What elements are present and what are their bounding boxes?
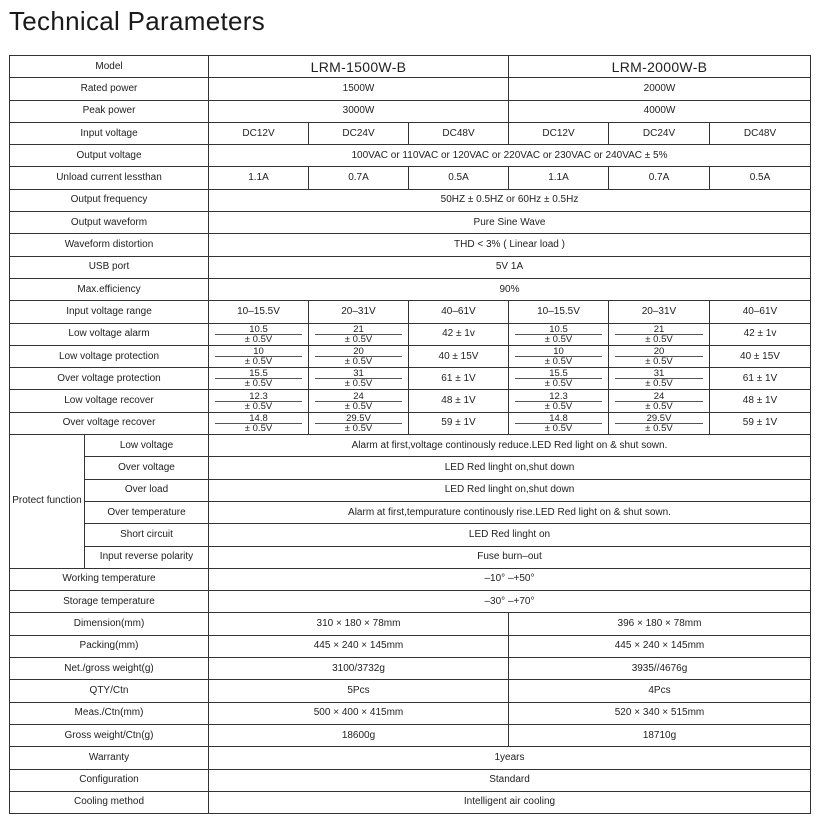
unload-current-value: 0.5A xyxy=(409,167,509,189)
waveform-distortion-value: THD < 3% ( Linear load ) xyxy=(209,234,811,256)
protect-item-label: Over load xyxy=(85,479,209,501)
warranty-row xyxy=(10,747,811,769)
protect-row xyxy=(10,546,811,568)
value-tolerance: ± 0.5V xyxy=(215,401,302,411)
storage-temperature-row xyxy=(10,591,811,613)
input-voltage-range-value: 10–15.5V xyxy=(509,301,609,323)
net-gross-weight-label: Net./gross weight(g) xyxy=(10,658,209,680)
low-voltage-protection-value xyxy=(509,345,609,367)
value-tolerance: ± 0.5V xyxy=(215,378,302,388)
low-voltage-recover-row xyxy=(10,390,811,412)
protect-item-label: Short circuit xyxy=(85,524,209,546)
page-title: Technical Parameters xyxy=(9,6,265,36)
low-voltage-recover-label: Low voltage recover xyxy=(10,390,209,412)
qty-ctn-value-1: 5Pcs xyxy=(209,680,509,702)
model-row xyxy=(10,56,811,78)
over-voltage-recover-value xyxy=(509,412,609,434)
value-tolerance: ± 0.5V xyxy=(615,356,703,366)
rated-power-row xyxy=(10,78,811,100)
input-voltage-value: DC48V xyxy=(409,122,509,144)
input-voltage-row xyxy=(10,122,811,144)
value-tolerance: ± 0.5V xyxy=(615,378,703,388)
peak-power-label: Peak power xyxy=(10,100,209,122)
value-main: 12.3 xyxy=(249,390,268,402)
gross-weight-ctn-label: Gross weight/Ctn(g) xyxy=(10,724,209,746)
low-voltage-protection-value xyxy=(609,345,710,367)
meas-ctn-value-1: 500 × 400 × 415mm xyxy=(209,702,509,724)
value-main: 31 xyxy=(353,368,364,380)
value-main: 20 xyxy=(653,346,665,357)
input-voltage-range-value: 20–31V xyxy=(309,301,409,323)
protect-item-label: Over temperature xyxy=(85,501,209,523)
low-voltage-recover-value: 48 ± 1V xyxy=(710,390,811,412)
storage-temperature-value: –30° –+70° xyxy=(209,591,811,613)
output-frequency-label: Output frequency xyxy=(10,189,209,211)
value-main: 15.5 xyxy=(549,368,568,380)
low-voltage-protection-value xyxy=(209,345,309,367)
qty-ctn-row xyxy=(10,680,811,702)
over-voltage-protection-value xyxy=(609,368,710,390)
model-2: LRM-2000W-B xyxy=(509,56,811,78)
over-voltage-protection-label: Over voltage protection xyxy=(10,368,209,390)
cooling-method-row xyxy=(10,791,811,813)
input-voltage-range-value: 10–15.5V xyxy=(209,301,309,323)
dimension-row xyxy=(10,613,811,635)
protect-item-value: LED Red linght on,shut down xyxy=(209,457,811,479)
protect-row xyxy=(10,524,811,546)
max-efficiency-value: 90% xyxy=(209,278,811,300)
packing-value-1: 445 × 240 × 145mm xyxy=(209,635,509,657)
protect-row xyxy=(10,435,811,457)
protect-row xyxy=(10,457,811,479)
unload-current-label: Unload current lessthan xyxy=(10,167,209,189)
warranty-label: Warranty xyxy=(10,747,209,769)
protect-item-value: LED Red linght on,shut down xyxy=(209,479,811,501)
protect-function-label: Protect function xyxy=(10,435,85,569)
protect-item-value: Alarm at first,tempurature continously rise.LED Red light on & shut sown. xyxy=(209,501,811,523)
max-efficiency-row xyxy=(10,278,811,300)
unload-current-value: 0.7A xyxy=(309,167,409,189)
low-voltage-alarm-label: Low voltage alarm xyxy=(10,323,209,345)
peak-power-value-1: 3000W xyxy=(209,100,509,122)
over-voltage-protection-value xyxy=(309,368,409,390)
over-voltage-recover-row xyxy=(10,412,811,434)
dimension-value-1: 310 × 180 × 78mm xyxy=(209,613,509,635)
value-main: 29.5V xyxy=(646,412,672,424)
low-voltage-recover-value xyxy=(509,390,609,412)
low-voltage-alarm-value xyxy=(509,323,609,345)
low-voltage-alarm-value xyxy=(209,323,309,345)
protect-item-label: Over voltage xyxy=(85,457,209,479)
value-tolerance: ± 0.5V xyxy=(615,423,703,433)
value-tolerance: ± 0.5V xyxy=(615,401,703,411)
input-voltage-range-label: Input voltage range xyxy=(10,301,209,323)
low-voltage-alarm-value: 42 ± 1v xyxy=(409,323,509,345)
output-voltage-row xyxy=(10,145,811,167)
unload-current-value: 0.7A xyxy=(609,167,710,189)
net-gross-weight-row xyxy=(10,658,811,680)
over-voltage-protection-row xyxy=(10,368,811,390)
configuration-value: Standard xyxy=(209,769,811,791)
low-voltage-protection-value: 40 ± 15V xyxy=(409,345,509,367)
input-voltage-value: DC24V xyxy=(609,122,710,144)
low-voltage-protection-value: 40 ± 15V xyxy=(710,345,811,367)
model-label: Model xyxy=(10,56,209,78)
gross-weight-ctn-value-2: 18710g xyxy=(509,724,811,746)
output-voltage-value: 100VAC or 110VAC or 120VAC or 220VAC or 230VAC or 240VAC ± 5% xyxy=(209,145,811,167)
input-voltage-value: DC12V xyxy=(209,122,309,144)
qty-ctn-value-2: 4Pcs xyxy=(509,680,811,702)
value-tolerance: ± 0.5V xyxy=(315,334,402,344)
protect-item-value: LED Red linght on xyxy=(209,524,811,546)
output-frequency-row xyxy=(10,189,811,211)
value-tolerance: ± 0.5V xyxy=(515,378,602,388)
waveform-distortion-row xyxy=(10,234,811,256)
input-voltage-value: DC24V xyxy=(309,122,409,144)
input-voltage-range-row xyxy=(10,301,811,323)
input-voltage-range-value: 40–61V xyxy=(409,301,509,323)
warranty-value: 1years xyxy=(209,747,811,769)
rated-power-value-2: 2000W xyxy=(509,78,811,100)
configuration-label: Configuration xyxy=(10,769,209,791)
value-tolerance: ± 0.5V xyxy=(315,378,402,388)
output-waveform-value: Pure Sine Wave xyxy=(209,212,811,234)
value-main: 10.5 xyxy=(549,323,568,335)
configuration-row xyxy=(10,769,811,791)
value-main: 12.3 xyxy=(549,390,568,402)
usb-port-row xyxy=(10,256,811,278)
value-tolerance: ± 0.5V xyxy=(215,356,302,366)
working-temperature-row xyxy=(10,568,811,590)
over-voltage-recover-value: 59 ± 1V xyxy=(409,412,509,434)
low-voltage-alarm-row xyxy=(10,323,811,345)
meas-ctn-row xyxy=(10,702,811,724)
low-voltage-recover-value: 48 ± 1V xyxy=(409,390,509,412)
value-main: 14.8 xyxy=(549,412,568,424)
low-voltage-alarm-value xyxy=(609,323,710,345)
input-voltage-range-value: 40–61V xyxy=(710,301,811,323)
protect-item-label: Low voltage xyxy=(85,435,209,457)
over-voltage-protection-value xyxy=(209,368,309,390)
input-voltage-value: DC48V xyxy=(710,122,811,144)
max-efficiency-label: Max.efficiency xyxy=(10,278,209,300)
packing-row xyxy=(10,635,811,657)
value-main: 10.5 xyxy=(249,323,268,335)
output-frequency-value: 50HZ ± 0.5HZ or 60Hz ± 0.5Hz xyxy=(209,189,811,211)
over-voltage-protection-value: 61 ± 1V xyxy=(710,368,811,390)
input-voltage-range-value: 20–31V xyxy=(609,301,710,323)
spec-table xyxy=(9,55,811,814)
rated-power-label: Rated power xyxy=(10,78,209,100)
input-voltage-label: Input voltage xyxy=(10,122,209,144)
packing-value-2: 445 × 240 × 145mm xyxy=(509,635,811,657)
peak-power-row xyxy=(10,100,811,122)
over-voltage-recover-value xyxy=(309,412,409,434)
usb-port-label: USB port xyxy=(10,256,209,278)
cooling-method-value: Intelligent air cooling xyxy=(209,791,811,813)
packing-label: Packing(mm) xyxy=(10,635,209,657)
net-gross-weight-value-1: 3100/3732g xyxy=(209,658,509,680)
dimension-label: Dimension(mm) xyxy=(10,613,209,635)
cooling-method-label: Cooling method xyxy=(10,791,209,813)
unload-current-value: 1.1A xyxy=(209,167,309,189)
over-voltage-recover-value xyxy=(209,412,309,434)
over-voltage-recover-value: 59 ± 1V xyxy=(710,412,811,434)
value-main: 14.8 xyxy=(249,412,268,424)
value-main: 29.5V xyxy=(346,412,371,424)
value-tolerance: ± 0.5V xyxy=(515,423,602,433)
value-tolerance: ± 0.5V xyxy=(615,334,703,344)
value-main: 24 xyxy=(353,390,364,402)
value-main: 21 xyxy=(353,323,364,335)
working-temperature-value: –10° –+50° xyxy=(209,568,811,590)
protect-item-value: Fuse burn–out xyxy=(209,546,811,568)
low-voltage-recover-value xyxy=(209,390,309,412)
net-gross-weight-value-2: 3935//4676g xyxy=(509,658,811,680)
over-voltage-protection-value: 61 ± 1V xyxy=(409,368,509,390)
value-main: 24 xyxy=(653,390,665,402)
value-main: 21 xyxy=(653,323,665,335)
over-voltage-recover-value xyxy=(609,412,710,434)
value-tolerance: ± 0.5V xyxy=(315,423,402,433)
unload-current-value: 0.5A xyxy=(710,167,811,189)
value-tolerance: ± 0.5V xyxy=(315,356,402,366)
waveform-distortion-label: Waveform distortion xyxy=(10,234,209,256)
value-tolerance: ± 0.5V xyxy=(515,401,602,411)
value-main: 10 xyxy=(553,346,564,357)
output-voltage-label: Output voltage xyxy=(10,145,209,167)
value-tolerance: ± 0.5V xyxy=(515,356,602,366)
value-main: 15.5 xyxy=(249,368,268,380)
working-temperature-label: Working temperature xyxy=(10,568,209,590)
unload-current-value: 1.1A xyxy=(509,167,609,189)
protect-item-value: Alarm at first,voltage continously reduce.LED Red light on & shut sown. xyxy=(209,435,811,457)
meas-ctn-value-2: 520 × 340 × 515mm xyxy=(509,702,811,724)
input-voltage-value: DC12V xyxy=(509,122,609,144)
low-voltage-protection-label: Low voltage protection xyxy=(10,345,209,367)
low-voltage-recover-value xyxy=(309,390,409,412)
value-main: 20 xyxy=(353,346,364,357)
low-voltage-protection-value xyxy=(309,345,409,367)
value-main: 31 xyxy=(653,368,665,380)
gross-weight-ctn-value-1: 18600g xyxy=(209,724,509,746)
unload-current-row xyxy=(10,167,811,189)
low-voltage-alarm-value xyxy=(309,323,409,345)
output-waveform-label: Output waveform xyxy=(10,212,209,234)
output-waveform-row xyxy=(10,212,811,234)
value-tolerance: ± 0.5V xyxy=(215,334,302,344)
low-voltage-recover-value xyxy=(609,390,710,412)
value-tolerance: ± 0.5V xyxy=(315,401,402,411)
model-1: LRM-1500W-B xyxy=(209,56,509,78)
qty-ctn-label: QTY/Ctn xyxy=(10,680,209,702)
peak-power-value-2: 4000W xyxy=(509,100,811,122)
meas-ctn-label: Meas./Ctn(mm) xyxy=(10,702,209,724)
over-voltage-recover-label: Over voltage recover xyxy=(10,412,209,434)
low-voltage-alarm-value: 42 ± 1v xyxy=(710,323,811,345)
usb-port-value: 5V 1A xyxy=(209,256,811,278)
value-tolerance: ± 0.5V xyxy=(515,334,602,344)
rated-power-value-1: 1500W xyxy=(209,78,509,100)
gross-weight-ctn-row xyxy=(10,724,811,746)
value-main: 10 xyxy=(253,346,264,357)
protect-row xyxy=(10,501,811,523)
storage-temperature-label: Storage temperature xyxy=(10,591,209,613)
low-voltage-protection-row xyxy=(10,345,811,367)
protect-item-label: Input reverse polarity xyxy=(85,546,209,568)
value-tolerance: ± 0.5V xyxy=(215,423,302,433)
protect-row xyxy=(10,479,811,501)
over-voltage-protection-value xyxy=(509,368,609,390)
dimension-value-2: 396 × 180 × 78mm xyxy=(509,613,811,635)
